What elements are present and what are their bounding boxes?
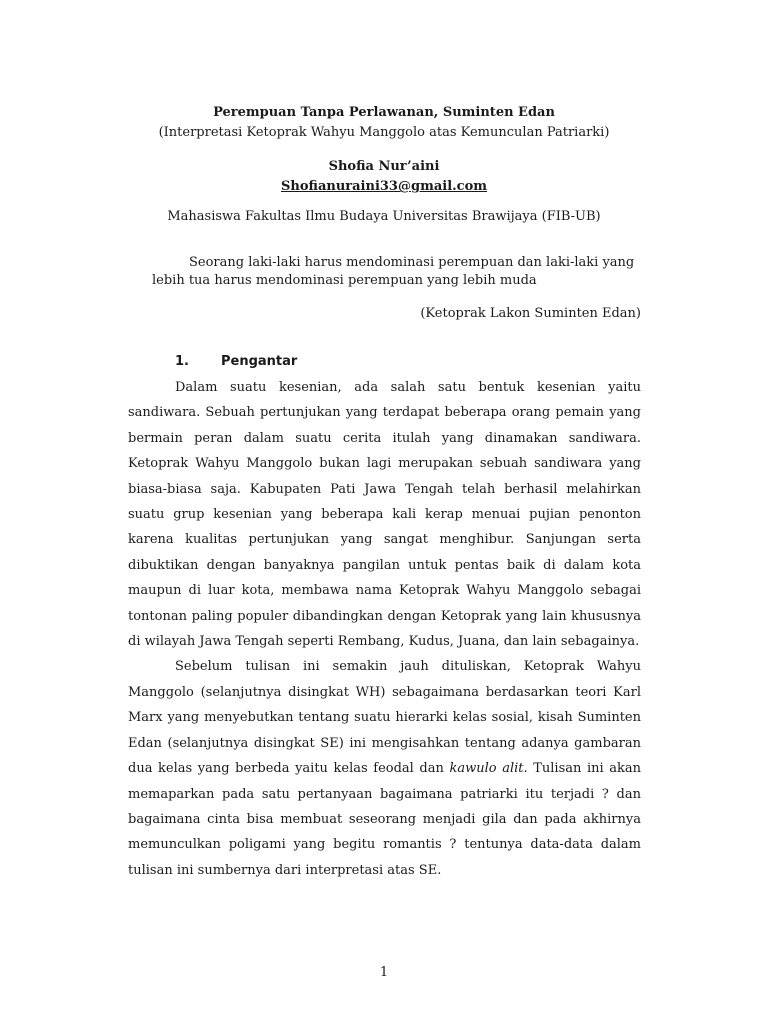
paragraph-2-italic: kawulo alit. [449,761,528,777]
epigraph-source: (Ketoprak Lakon Suminten Edan) [420,306,641,321]
paragraph-2-text-b: Tulisan ini akan memaparkan pada satu pertanyaan bagaimana patriarki itu terjadi ? dan bagaimana cinta bisa membuat seseorang menjadi gila dan pada akhirnya memunculkan poligami yang begitu romantis ? tentunya data-data dalam tulisan ini sumbernya dari interpretasi atas SE. [128,761,642,878]
section-heading [175,354,297,369]
epigraph-line-2: lebih tua harus mendominasi perempuan yang lebih muda [152,273,537,288]
paragraph-2-text-a: Sebelum tulisan ini semakin jauh dituliskan, Ketoprak Wahyu Manggolo (selanjutnya disingkat WH) sebagaimana berdasarkan teori Karl Marx yang menyebutkan tentang suatu hierarki kelas sosial, kisah Suminten Edan (selanjutnya disingkat SE) ini mengisahkan tentang adanya gambaran dua kelas yang berbeda yaitu kelas feodal dan [128,659,641,777]
author-affiliation: Mahasiswa Fakultas Ilmu Budaya Universitas Brawijaya (FIB-UB) [167,209,601,224]
body-text [128,375,641,883]
document-title: Perempuan Tanpa Perlawanan, Suminten Edan [213,105,555,120]
author-email: Shofianuraini33@gmail.com [281,179,487,194]
paragraph-2 [128,654,641,883]
page-number: 1 [379,965,389,980]
document-subtitle: (Interpretasi Ketoprak Wahyu Manggolo atas Kemunculan Patriarki) [158,125,610,140]
epigraph-line-1: Seorang laki-laki harus mendominasi perempuan dan laki-laki yang [189,255,635,270]
paragraph-1: Dalam suatu kesenian, ada salah satu bentuk kesenian yaitu sandiwara. Sebuah pertunjukan yang terdapat beberapa orang pemain yang bermain peran dalam suatu cerita itulah yang dinamakan sandiwara. Ketoprak Wahyu Manggolo bukan lagi merupakan sebuah sandiwara yang biasa-biasa saja. Kabupaten Pati Jawa Tengah telah berhasil melahirkan suatu grup kesenian yang beberapa kali kerap menuai pujian penonton karena kualitas pertunjukan yang sangat menghibur. Sanjungan serta dibuktikan dengan banyaknya pangilan untuk pentas baik di dalam kota maupun di luar kota, membawa nama Ketoprak Wahyu Manggolo sebagai tontonan paling populer dibandingkan dengan Ketoprak yang lain khususnya di wilayah Jawa Tengah seperti Rembang, Kudus, Juana, dan lain sebagainya. [128,380,641,650]
section-number: 1. [175,354,189,369]
author-name: Shofia Nur’aini [328,159,440,174]
title-block [0,103,768,227]
section-title: Pengantar [221,354,298,369]
